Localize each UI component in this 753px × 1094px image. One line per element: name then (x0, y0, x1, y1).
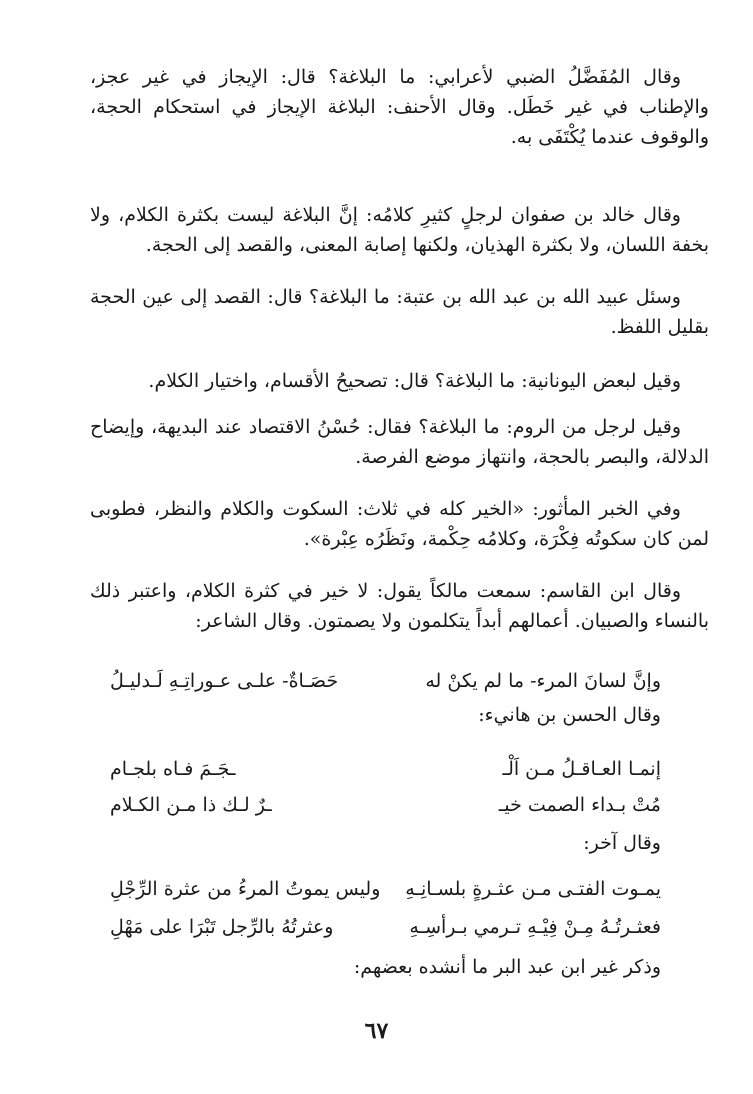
verse-hemistich-right: إنمـا العـاقـلُ مـن اَلْـ (502, 758, 661, 780)
verse-hemistich-left: ـجَـمَ فـاه بلجـام (110, 758, 236, 780)
verse-hemistich-left: وعثرتُهُ بالرِّجل تَبْرَا على مَهْلِ (110, 916, 334, 938)
paragraph-khalid: وقال خالد بن صفوان لرجلٍ كثيرِ كلامُه: إنَّ البلاغة ليست بكثرة الكلام، ولا بخفة اللسان، ولا بكثرة الهذيان، ولكنها إصابة المعنى، والقصد إلى الحجة. (90, 204, 709, 256)
verse-hemistich-right: مُتْ بـداء الصمت خيـ (498, 794, 661, 816)
verse-hemistich-left: ـرٌ لـك ذا مـن الكـلام (110, 794, 272, 816)
paragraph-greeks: وقيل لبعض اليونانية: ما البلاغة؟ قال: تصحيحُ الأقسام، واختيار الكلام. (148, 370, 681, 392)
speaker-label-hasan: وقال الحسن بن هانيء: (478, 704, 661, 726)
verse-line (110, 874, 661, 904)
paragraph-ubaydallah: وسئل عبيد الله بن عبد الله بن عتبة: ما البلاغة؟ قال: القصد إلى عين الحجة بقليل اللفظ. (90, 286, 709, 338)
verse-hemistich-left: حَصَـاةٌ- علـى عـوراتِـهِ لَـدليـلُ (110, 670, 339, 692)
paragraph-hadith: وفي الخبر المأثور: «الخير كله في ثلاث: السكوت والكلام والنظر، فطوبى لمن كان سكوتُه فِكْرَة، وكلامُه حِكْمة، ونَظَرُه عِبْرة». (90, 498, 709, 550)
verse-line (110, 754, 661, 784)
verse-hemistich-right: فعثـرتُـهُ مِـنْ فِيْـهِ تـرمي بـرأسِـهِ (409, 916, 661, 938)
verse-line (110, 666, 661, 696)
verse-hemistich-right: يمـوت الفتـى مـن عثـرةٍ بلسـانِـهِ (405, 878, 661, 900)
closing-line: وذكر غير ابن عبد البر ما أنشده بعضهم: (353, 956, 661, 978)
verse-hemistich-right: وإنَّ لسانَ المرء- ما لم يكنْ له (425, 670, 661, 692)
verse-line (110, 912, 661, 942)
speaker-label-other: وقال آخر: (583, 832, 661, 854)
page-number: ٦٧ (364, 1018, 389, 1044)
verse-line (110, 790, 661, 820)
paragraph-ibn-qasim: وقال ابن القاسم: سمعت مالكاً يقول: لا خير في كثرة الكلام، واعتبر ذلك بالنساء والصبيان. أعمالهم أبداً يتكلمون ولا يصمتون. وقال الشاعر: (90, 580, 709, 632)
paragraph-roman: وقيل لرجل من الروم: ما البلاغة؟ فقال: حُسْنُ الاقتصاد عند البديهة، وإيضاح الدلالة، والبصر بالحجة، وانتهاز موضع الفرصة. (90, 416, 709, 468)
verse-hemistich-left: وليس يموتُ المرءُ من عثرة الرِّجْلِ (110, 878, 381, 900)
paragraph-mufaddal: وقال المُفَضَّلُ الضبي لأعرابي: ما البلاغة؟ قال: الإيجاز في غير عجز، والإطناب في غير خَطَل. وقال الأحنف: البلاغة الإيجاز في استحكام الحجة، والوقوف عندما يُكْتَفَى به. (90, 66, 709, 148)
